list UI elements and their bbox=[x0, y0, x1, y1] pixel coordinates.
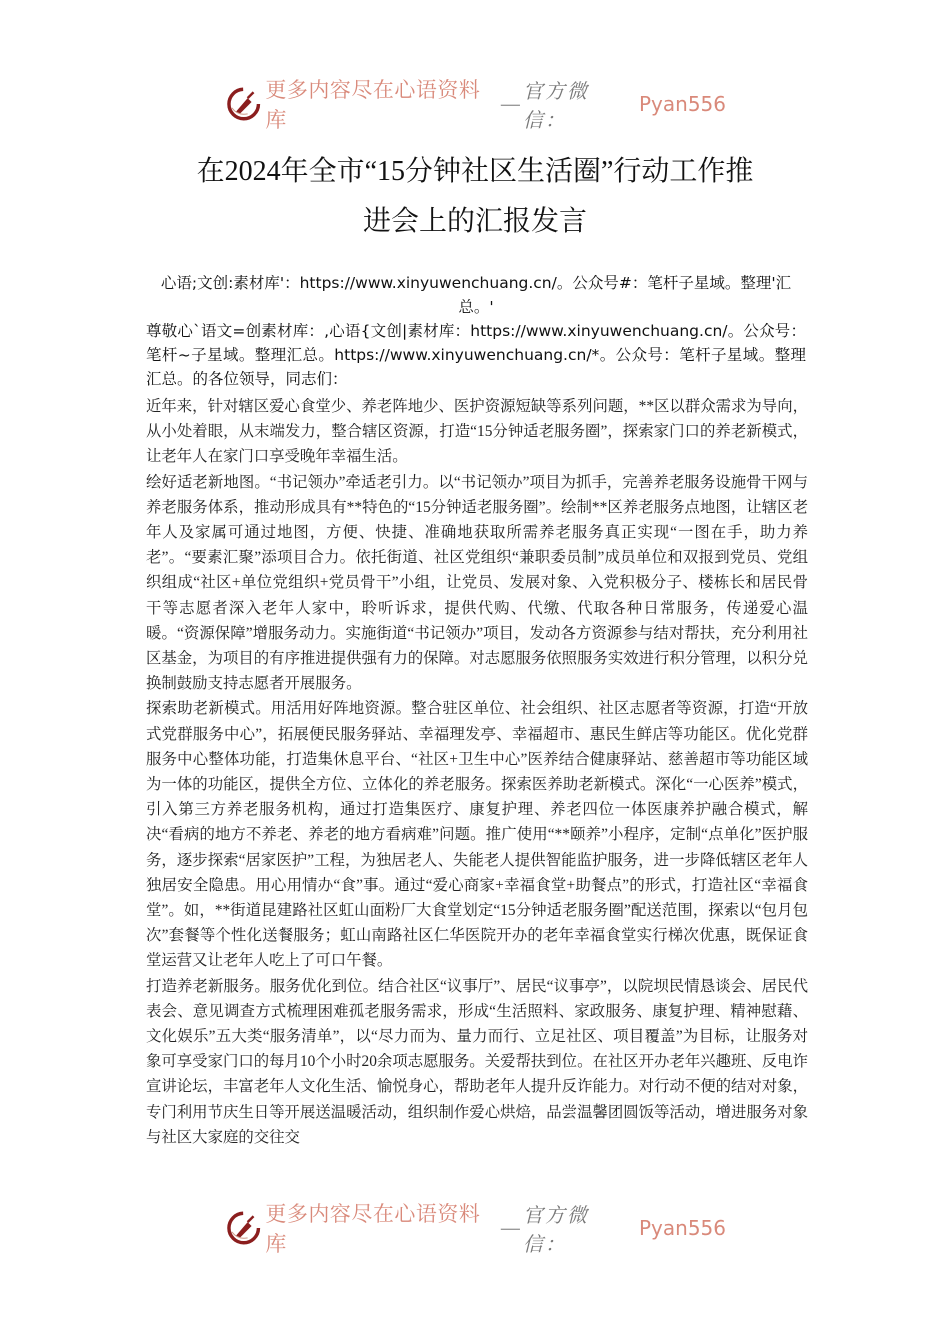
document-title-line-2: 进会上的汇报发言 bbox=[362, 206, 587, 237]
paragraph-intro: 近年来，针对辖区爱心食堂少、养老阵地少、医护资源短缺等系列问题，**区以群众需求为导向，从小处着眼，从末端发力，整合辖区资源，打造“15分钟适老服务圈”，探索家门口的养老新模式，让老年人在家门口享受晚年幸福生活。 bbox=[146, 398, 808, 466]
source-line: 心语;文创:素材库'：https://www.xinyuwenchuang.cn/。公众号#：笔杆子星域。整理'汇总。' bbox=[160, 274, 792, 316]
paragraph-map: 绘好适老新地图。“书记领办”牵适老引力。以“书记领办”项目为抓手，完善养老服务设施骨干网与养老服务体系，推动形成具有**特色的“15分钟适老服务圈”。绘制**区养老服务点地图，让辖区老年人及家属可通过地图，方便、快捷、准确地获取所需养老服务真正实现“一图在手，助力养老”。“要素汇聚”添项目合力。依托街道、社区党组织“兼职委员制”成员单位和双报到党员、党组织组成“社区+单位党组织+党员骨干”小组，让党员、发展对象、入党积极分子、楼栋长和居民骨干等志愿者深入老年人家中，聆听诉求，提供代购、代缴、代取各种日常服务，传递爱心温暖。“资源保障”增服务动力。实施街道“书记领办”项目，发动各方资源参与结对帮扶，充分利用社区基金，为项目的有序推进提供强有力的保障。对志愿服务依照服务实效进行积分管理，以积分兑换制鼓励支持志愿者开展服务。 bbox=[146, 473, 808, 693]
banner-dash: — bbox=[499, 1216, 521, 1240]
quill-pen-logo-icon bbox=[226, 86, 261, 122]
document-title-line-1: 在2024年全市“15分钟社区生活圈”行动工作推 bbox=[196, 156, 754, 187]
banner-wechat-id: Pyan556 bbox=[638, 92, 726, 116]
banner-wechat-label: 官方微信： bbox=[522, 1203, 589, 1256]
banner-main-text: 更多内容尽在心语资料库 bbox=[265, 1202, 481, 1256]
paragraph-model: 探索助老新模式。用活用好阵地资源。整合驻区单位、社会组织、社区志愿者等资源，打造“开放式党群服务中心”，拓展便民服务驿站、幸福理发亭、幸福超市、惠民生鲜店等功能区。优化党群服务中心整体功能，打造集休息平台、“社区+卫生中心”医养结合健康驿站、慈善超市等功能区域为一体的功能区，提供全方位、立体化的养老服务。探索医养助老新模式。深化“一心医养”模式，引入第三方养老服务机构，通过打造集医疗、康复护理、养老四位一体医康养护融合模式，解决“看病的地方不养老、养老的地方看病难”问题。推广使用“**颐养”小程序，定制“点单化”医护服务，逐步探索“居家医护”工程，为独居老人、失能老人提供智能监护服务，进一步降低辖区老年人独居安全隐患。用心用情办“食”事。通过“爱心商家+幸福食堂+助餐点”的形式，打造社区“幸福食堂”。如，**街道昆建路社区虹山面粉厂大食堂划定“15分钟适老服务圈”配送范围，探索以“包月包次”套餐等个性化送餐服务；虹山南路社区仁华医院开办的老年幸福食堂实行梯次优惠，既保证食堂运营又让老年人吃上了可口午餐。 bbox=[146, 700, 808, 970]
greeting: 尊敬心`语文=创素材库：,心语{文创|素材库：https://www.xinyuwenchuang.cn/。公众号：笔杆~子星域。整理汇总。https://www.xinyuwenchuang.cn/*。公众号：笔杆子星域。整理汇总。的各位领导，同志们： bbox=[146, 322, 806, 388]
paragraph-service: 打造养老新服务。服务优化到位。结合社区“议事厅”、居民“议事亭”，以院坝民情恳谈会、居民代表会、意见调查方式梳理困难孤老服务需求，形成“生活照料、家政服务、康复护理、精神慰藉、文化娱乐”五大类“服务清单”，以“尽力而为、量力而行、立足社区、项目覆盖”为目标，让服务对象可享受家门口的每月10个小时20余项志愿服务。关爱帮扶到位。在社区开办老年兴趣班、反电诈宣讲论坛，丰富老年人文化生活、愉悦身心，帮助老年人提升反诈能力。对行动不便的结对对象，专门利用节庆生日等开展送温暖活动，组织制作爱心烘焙，品尝温馨团圆饭等活动，增进服务对象与社区大家庭的交往交 bbox=[146, 977, 808, 1146]
footer-watermark-banner bbox=[226, 1202, 726, 1256]
banner-wechat-label: 官方微信： bbox=[522, 79, 589, 132]
banner-main-text: 更多内容尽在心语资料库 bbox=[265, 78, 481, 132]
header-watermark-banner bbox=[226, 78, 726, 132]
document-body bbox=[146, 394, 808, 1150]
banner-wechat-id: Pyan556 bbox=[638, 1216, 726, 1240]
quill-pen-logo-icon bbox=[226, 1210, 261, 1246]
banner-dash: — bbox=[499, 92, 521, 116]
